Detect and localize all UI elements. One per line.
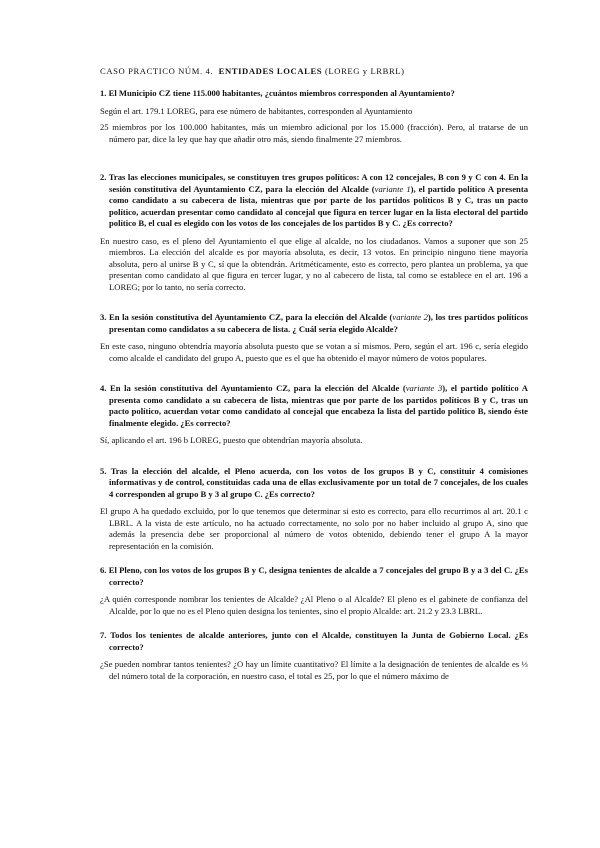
- question-4-variant: variante 3: [405, 383, 443, 393]
- question-5: 5. Tras la elección del alcalde, el Pleno acuerda, con los votos de los grupos B y C, constituir 4 comisiones informativas y de control, constituidas cada una de ellas exclusivamente por un total de 7 concejales, de los cuales 4 corresponden al grupo B y 3 al grupo C. ¿Es correcto?: [100, 465, 528, 499]
- answer-6: ¿A quién corresponde nombrar los tenientes de Alcalde? ¿Al Pleno o al Alcalde? El pleno es el gabinete de confianza del Alcalde, por lo que no es el Pleno quien designa los tenientes, sino el propio Alcalde: art. 21.2 y 23.3 LBRL.: [100, 594, 528, 616]
- question-3-post: ), los tres partidos políticos presentan como candidatos a su cabecera de lista. ¿ Cuál sería elegido Alcalde?: [109, 312, 528, 334]
- question-4-pre: 4. En la sesión constitutiva del Ayuntamiento CZ, para la elección del Alcalde (: [100, 383, 406, 393]
- question-4-post: ), el partido político A presenta como candidato a su cabecera de lista, mientras que por parte de los partidos políticos B y C, tras un pacto político, acuerdan votar como candidato al concejal que encabeza la lista del partido político B, siendo éste finalmente elegido. ¿Es correcto?: [109, 383, 528, 428]
- question-6: 6. El Pleno, con los votos de los grupos B y C, designa tenientes de alcalde a 7 concejales del grupo B y a 3 del C. ¿Es correcto?: [100, 565, 528, 587]
- question-4: [100, 383, 528, 429]
- header-suffix: (LOREG y LRBRL): [324, 66, 405, 76]
- question-7: 7. Todos los tenientes de alcalde anteriores, junto con el Alcalde, constituyen la Junta de Gobierno Local. ¿Es correcto?: [100, 630, 528, 652]
- answer-3: En este caso, ninguno obtendría mayoría absoluta puesto que se votan a sí mismos. Pero, según el art. 196 c, sería elegido como alcalde el candidato del grupo A, puesto que es el que ha obtenido el mayor número de votos populares.: [100, 341, 528, 363]
- question-2-variant: variante 1: [374, 183, 411, 194]
- question-3-variant: variante 2: [392, 312, 428, 322]
- question-2-pre: 2. Tras las elecciones municipales, se constituyen tres grupos políticos: A con 12 concejales, B con 9 y C con 4. En la sesión constitutiva del Ayuntamiento CZ, para la elección del Alcalde (: [100, 172, 528, 194]
- header-prefix: CASO PRACTICO NÚM. 4.: [100, 66, 214, 76]
- answer-7: ¿Se pueden nombrar tantos tenientes? ¿O hay un límite cuantitativo? El límite a la designación de tenientes de alcalde es ⅓ del número total de la corporación, en nuestro caso, el total es 25, por lo que el número máximo de: [100, 659, 528, 681]
- document-page: [100, 66, 528, 687]
- question-2-post: ), el partido político A presenta como candidato a su cabecera de lista, mientras que por parte de los partidos políticos B y C, tras un pacto político, acuerdan presentar como candidato al concejal que figura en tercer lugar en la lista electoral del partido político B, el cual es elegido con los votos de los concejales de los partidos B y C. ¿Es correcto?: [109, 183, 528, 228]
- document-header: [100, 66, 528, 76]
- answer-1b: 25 miembros por los 100.000 habitantes, más un miembro adicional por los 15.000 (fracción). Pero, al tratarse de un número par, dice la ley que hay que añadir otro más, siendo finalmente 27 miembros.: [100, 122, 528, 144]
- question-3-pre: 3. En la sesión constitutiva del Ayuntamiento CZ, para la elección del Alcalde (: [100, 312, 393, 322]
- answer-4: Sí, aplicando el art. 196 b LOREG, puesto que obtendrían mayoría absoluta.: [100, 435, 363, 445]
- answer-1a: Según el art. 179.1 LOREG, para ese número de habitantes, corresponden al Ayuntamiento: [100, 105, 413, 116]
- answer-2: En nuestro caso, es el pleno del Ayuntamiento el que elige al alcalde, no los ciudadanos. Vamos a suponer que son 25 miembros. La elección del alcalde es por mayoría absoluta, es decir, 13 votos. En principio ninguno tiene mayoría absoluta, pero al unirse B y C, sí que la obtendrán. Aritméticamente, esto es correcto, pero plantea un problema, ya que presentan como candidato al que figura en tercer lugar, y no al cabecero de lista, tal como se establece en el art. 196 a LOREG; por lo tanto, no sería correcto.: [100, 235, 528, 292]
- header-title: ENTIDADES LOCALES: [218, 66, 323, 76]
- answer-5: El grupo A ha quedado excluido, por lo que tenemos que determinar si esto es correcto, para ello recurrimos al art. 20.1 c LBRL. A la vista de este artículo, no ha actuado correctamente, no solo por no haber incluido al grupo A, sino que además la presencia debe ser proporcional al número de votos obtenido, debiendo tener el grupo A la mayor representación en la comisión.: [100, 506, 528, 551]
- question-2: [100, 172, 528, 230]
- question-1: 1. El Municipio CZ tiene 115.000 habitantes, ¿cuántos miembros corresponden al Ayuntamiento?: [100, 88, 455, 98]
- question-3: [100, 312, 528, 335]
